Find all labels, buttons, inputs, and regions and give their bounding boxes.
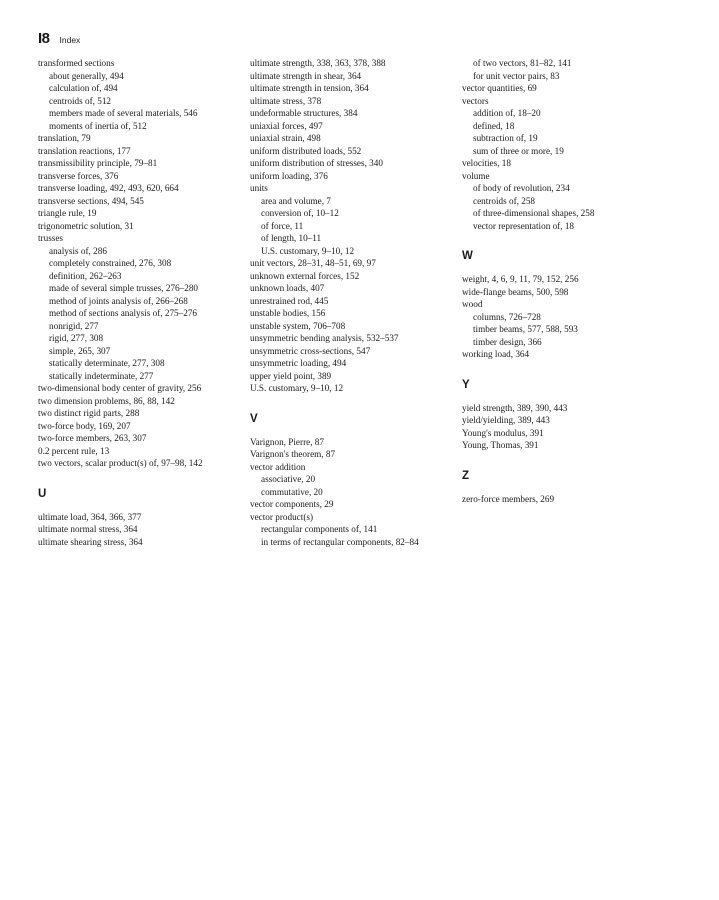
index-subentry: moments of inertia of, 512	[49, 120, 147, 131]
index-entry: triangle rule, 19	[38, 208, 97, 218]
index-entry: zero-force members, 269	[462, 493, 555, 504]
index-subentry: for unit vector pairs, 83	[473, 70, 560, 81]
index-subentry: of three-dimensional shapes, 258	[473, 208, 595, 218]
index-entry: upper yield point, 389	[250, 370, 332, 381]
index-entry: ultimate strength, 338, 363, 378, 388	[250, 58, 386, 68]
index-subentry: of force, 11	[261, 220, 304, 231]
page-header	[38, 30, 80, 47]
index-entry: velocities, 18	[462, 158, 511, 168]
index-column-1	[38, 57, 243, 548]
index-entry: transverse forces, 376	[38, 170, 119, 181]
index-subentry: conversion of, 10–12	[261, 208, 339, 218]
index-entry: two distinct rigid parts, 288	[38, 408, 140, 418]
index-subentry: method of sections analysis of, 275–276	[49, 308, 198, 318]
index-entry: working load, 364	[462, 349, 530, 359]
running-head: Index	[59, 35, 81, 45]
index-entry: uniform distribution of stresses, 340	[250, 158, 383, 168]
index-entry: unsymmetric cross-sections, 547	[250, 345, 371, 356]
index-entry: Young's modulus, 391	[462, 427, 544, 438]
index-entry: ultimate strength in shear, 364	[250, 70, 362, 81]
index-entry: transformed sections	[38, 58, 115, 68]
index-entry: vectors	[462, 95, 489, 106]
index-entry: two dimension problems, 86, 88, 142	[38, 395, 175, 406]
index-entry: Varignon's theorem, 87	[250, 449, 336, 459]
index-subentry: subtraction of, 19	[473, 133, 538, 143]
index-entry: yield strength, 389, 390, 443	[462, 402, 568, 413]
index-entry: unstable bodies, 156	[250, 308, 326, 318]
index-entry: unit vectors, 28–31, 48–51, 69, 97	[250, 258, 376, 268]
section-letter-z: Z	[462, 469, 470, 482]
index-column-3	[462, 57, 682, 505]
index-subentry: associative, 20	[261, 474, 316, 484]
index-entry: vector quantities, 69	[462, 83, 537, 93]
index-subentry: timber beams, 577, 588, 593	[473, 324, 578, 334]
section-letter-v: V	[250, 412, 258, 425]
index-subentry: defined, 18	[473, 120, 515, 131]
index-subentry: rectangular components of, 141	[261, 524, 378, 534]
index-entry: unknown external forces, 152	[250, 270, 360, 281]
index-entry: ultimate stress, 378	[250, 95, 322, 106]
index-subentry: calculation of, 494	[49, 83, 118, 93]
index-subentry: sum of three or more, 19	[473, 145, 564, 156]
index-entry: trigonometric solution, 31	[38, 220, 134, 231]
index-entry: vector product(s)	[250, 511, 314, 522]
index-subentry: columns, 726–728	[473, 311, 541, 322]
index-entry: Varignon, Pierre, 87	[250, 436, 324, 447]
index-entry: two-dimensional body center of gravity, 256	[38, 383, 202, 393]
index-entry: unsymmetric loading, 494	[250, 358, 347, 368]
index-subentry: addition of, 18–20	[473, 108, 541, 118]
index-subentry: commutative, 20	[261, 486, 323, 497]
index-subentry: in terms of rectangular components, 82–84	[261, 536, 419, 547]
index-subentry: U.S. customary, 9–10, 12	[261, 245, 355, 256]
index-subentry: of length, 10–11	[261, 233, 322, 243]
index-subentry: simple, 265, 307	[49, 345, 111, 356]
index-subentry: timber design, 366	[473, 336, 542, 347]
index-subentry: area and volume, 7	[261, 195, 331, 206]
index-entry: uniform loading, 376	[250, 170, 328, 181]
index-entry: uniform distributed loads, 552	[250, 145, 362, 156]
index-entry: two vectors, scalar product(s) of, 97–98, 142	[38, 458, 203, 468]
index-subentry: nonrigid, 277	[49, 320, 99, 331]
index-entry: wide-flange beams, 500, 598	[462, 286, 569, 297]
index-subentry: of two vectors, 81–82, 141	[473, 58, 572, 68]
section-letter-u: U	[38, 487, 47, 500]
index-entry: unknown loads, 407	[250, 283, 325, 293]
index-subentry: analysis of, 286	[49, 245, 107, 256]
index-entry: uniaxial strain, 498	[250, 133, 321, 143]
index-entry: transverse loading, 492, 493, 620, 664	[38, 183, 179, 193]
index-entry: translation, 79	[38, 133, 91, 143]
index-entry: volume	[462, 170, 490, 181]
index-subentry: rigid, 277, 308	[49, 333, 104, 343]
index-subentry: about generally, 494	[49, 70, 124, 81]
index-entry: ultimate strength in tension, 364	[250, 83, 369, 93]
index-subentry: centroids of, 258	[473, 195, 536, 206]
index-subentry: centroids of, 512	[49, 95, 112, 106]
index-subentry: of body of revolution, 234	[473, 183, 570, 193]
index-entry: Young, Thomas, 391	[462, 440, 539, 450]
index-entry: uniaxial forces, 497	[250, 120, 323, 131]
index-entry: ultimate normal stress, 364	[38, 524, 138, 534]
index-entry: transmissibility principle, 79–81	[38, 158, 158, 168]
index-entry: ultimate shearing stress, 364	[38, 536, 143, 547]
index-entry: transverse sections, 494, 545	[38, 195, 144, 206]
index-entry: vector components, 29	[250, 499, 334, 509]
page-number: I8	[38, 30, 50, 47]
index-entry: vector addition	[250, 461, 306, 472]
index-entry: trusses	[38, 233, 64, 243]
index-subentry: vector representation of, 18	[473, 220, 575, 231]
index-subentry: made of several simple trusses, 276–280	[49, 283, 199, 293]
index-entry: yield/yielding, 389, 443	[462, 415, 550, 425]
index-column-2	[250, 57, 455, 548]
index-subentry: statically indeterminate, 277	[49, 370, 154, 381]
index-entry: two-force members, 263, 307	[38, 433, 147, 443]
index-entry: unrestrained rod, 445	[250, 295, 329, 306]
index-subentry: method of joints analysis of, 266–268	[49, 295, 188, 306]
index-subentry: definition, 262–263	[49, 270, 122, 281]
section-letter-y: Y	[462, 378, 470, 391]
index-subentry: members made of several materials, 546	[49, 108, 198, 118]
index-entry: unstable system, 706–708	[250, 320, 346, 331]
index-entry: U.S. customary, 9–10, 12	[250, 383, 344, 393]
index-entry: ultimate load, 364, 366, 377	[38, 511, 142, 522]
index-entry: wood	[462, 299, 483, 309]
index-subentry: completely constrained, 276, 308	[49, 258, 172, 268]
index-entry: weight, 4, 6, 9, 11, 79, 152, 256	[462, 274, 579, 284]
index-entry: two-force body, 169, 207	[38, 420, 131, 431]
index-entry: units	[250, 183, 268, 193]
index-entry: undeformable structures, 384	[250, 108, 358, 118]
index-subentry: statically determinate, 277, 308	[49, 358, 165, 368]
index-entry: translation reactions, 177	[38, 145, 131, 156]
index-entry: unsymmetric bending analysis, 532–537	[250, 333, 399, 343]
section-letter-w: W	[462, 250, 473, 262]
index-entry: 0.2 percent rule, 13	[38, 445, 110, 456]
